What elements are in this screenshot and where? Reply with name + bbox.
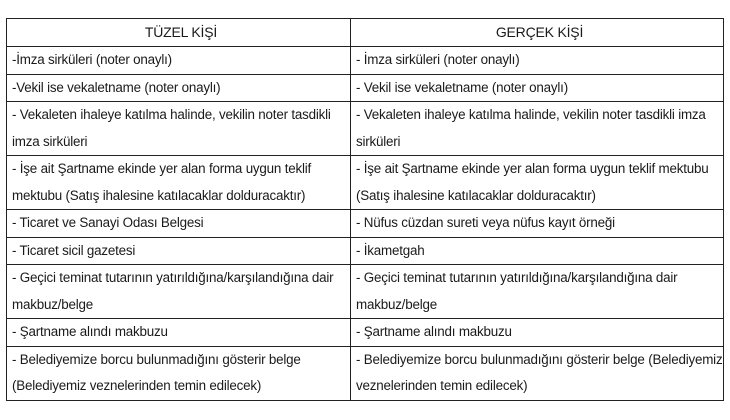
cell-tuzel: - Belediyemize borcu bulunmadığını gösterir belge (Belediyemiz veznelerinden temin edilecek) — [7, 346, 351, 400]
table-row — [7, 265, 724, 319]
cell-tuzel: -Vekil ise vekaletname (noter onaylı) — [7, 74, 351, 102]
table-header-row — [7, 19, 724, 47]
table-row — [7, 47, 724, 75]
cell-tuzel: - Şartname alındı makbuzu — [7, 319, 351, 347]
table-row — [7, 74, 724, 102]
cell-gercek: - Nüfus cüzdan sureti veya nüfus kayıt örneği — [351, 210, 724, 238]
cell-tuzel: - Vekaleten ihaleye katılma halinde, vekilin noter tasdikli imza sirküleri — [7, 102, 351, 156]
table-row — [7, 237, 724, 265]
cell-gercek: - İkametgah — [351, 237, 724, 265]
cell-gercek: - Şartname alındı makbuzu — [351, 319, 724, 347]
cell-gercek: - Vekil ise vekaletname (noter onaylı) — [351, 74, 724, 102]
cell-gercek: - İşe ait Şartname ekinde yer alan forma uygun teklif mektubu (Satış ihalesine katılacaklar dolduracaktır) — [351, 156, 724, 210]
cell-gercek: - Vekaleten ihaleye katılma halinde, vekilin noter tasdikli imza sirküleri — [351, 102, 724, 156]
cell-gercek: - Belediyemize borcu bulunmadığını gösterir belge (Belediyemiz veznelerinden temin edilecek) — [351, 346, 724, 400]
cell-tuzel: -İmza sirküleri (noter onaylı) — [7, 47, 351, 75]
cell-tuzel: - Ticaret sicil gazetesi — [7, 237, 351, 265]
cell-gercek: - İmza sirküleri (noter onaylı) — [351, 47, 724, 75]
table-row — [7, 156, 724, 210]
header-gercek-kisi: GERÇEK KİŞİ — [351, 19, 724, 47]
table-row — [7, 102, 724, 156]
cell-tuzel: - İşe ait Şartname ekinde yer alan forma uygun teklif mektubu (Satış ihalesine katılacaklar dolduracaktır) — [7, 156, 351, 210]
table-row — [7, 319, 724, 347]
header-tuzel-kisi: TÜZEL KİŞİ — [7, 19, 351, 47]
cell-tuzel: - Geçici teminat tutarının yatırıldığına/karşılandığına dair makbuz/belge — [7, 265, 351, 319]
cell-gercek: - Geçici teminat tutarının yatırıldığına/karşılandığına dair makbuz/belge — [351, 265, 724, 319]
table-row — [7, 210, 724, 238]
table-row — [7, 346, 724, 400]
cell-tuzel: - Ticaret ve Sanayi Odası Belgesi — [7, 210, 351, 238]
requirements-table — [6, 18, 724, 401]
